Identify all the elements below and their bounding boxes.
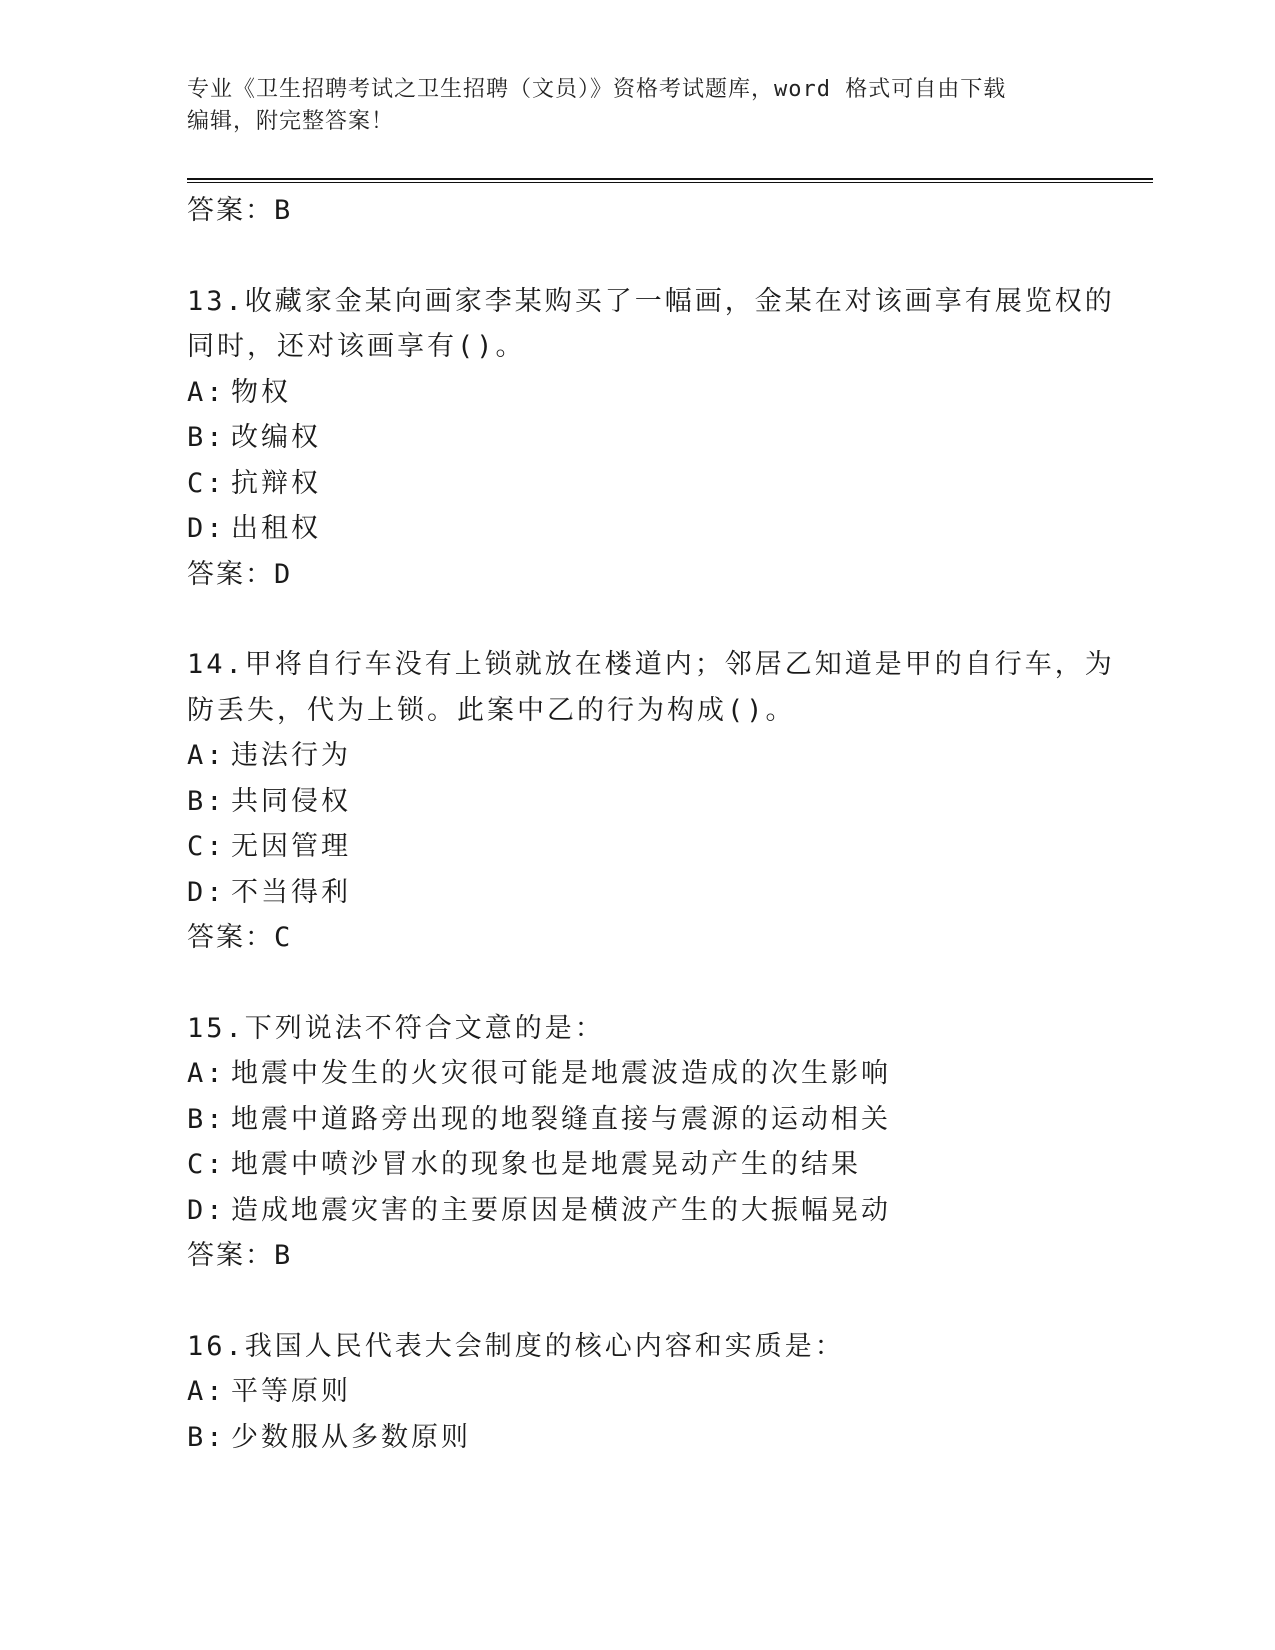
option-key: A: xyxy=(187,740,226,771)
option-text: 出租权 xyxy=(231,513,321,544)
answer-value: C xyxy=(274,922,293,953)
answer-value: B xyxy=(274,1240,293,1271)
question-13 xyxy=(187,279,1153,598)
option-d xyxy=(187,1188,1153,1234)
option-a xyxy=(187,733,1153,779)
header-line-2: 编辑，附完整答案！ xyxy=(187,109,395,134)
answer-label: 答案： xyxy=(187,558,274,590)
option-b xyxy=(187,415,1153,461)
option-c xyxy=(187,1142,1153,1188)
option-key: C: xyxy=(187,831,226,862)
option-key: C: xyxy=(187,1149,226,1180)
spacer xyxy=(187,234,1153,279)
option-text: 无因管理 xyxy=(231,831,351,862)
option-text: 少数服从多数原则 xyxy=(231,1421,471,1453)
option-d xyxy=(187,506,1153,552)
option-text: 不当得利 xyxy=(231,876,351,908)
document-header xyxy=(187,74,1067,138)
question-15 xyxy=(187,1006,1153,1279)
option-text: 地震中喷沙冒水的现象也是地震晃动产生的结果 xyxy=(231,1149,861,1180)
option-text: 平等原则 xyxy=(231,1376,351,1407)
question-16 xyxy=(187,1324,1153,1461)
answer-line xyxy=(187,915,1153,961)
option-text: 物权 xyxy=(231,376,291,408)
option-b xyxy=(187,1097,1153,1143)
option-a xyxy=(187,1369,1153,1415)
option-key: A: xyxy=(187,1058,226,1089)
option-a xyxy=(187,370,1153,416)
spacer xyxy=(187,1279,1153,1324)
option-key: D: xyxy=(187,1194,226,1226)
question-stem: 14.甲将自行车没有上锁就放在楼道内；邻居乙知道是甲的自行车，为 xyxy=(187,649,1115,680)
option-b xyxy=(187,779,1153,825)
answer-value: D xyxy=(274,558,293,590)
question-list xyxy=(187,188,1153,1460)
option-key: D: xyxy=(187,513,226,544)
header-divider xyxy=(187,178,1153,183)
answer-line xyxy=(187,188,1153,234)
option-key: B: xyxy=(187,1421,226,1453)
option-key: B: xyxy=(187,422,226,453)
option-c xyxy=(187,461,1153,507)
option-text: 共同侵权 xyxy=(231,785,351,817)
question-stem: 15.下列说法不符合文意的是： xyxy=(187,1012,605,1044)
option-key: B: xyxy=(187,785,226,817)
header-line-1: 专业《卫生招聘考试之卫生招聘（文员）》资格考试题库，word 格式可自由下载 xyxy=(187,77,1007,102)
answer-line xyxy=(187,552,1153,598)
question-stem-cont: 同时，还对该画享有()。 xyxy=(187,331,526,362)
option-c xyxy=(187,824,1153,870)
option-key: C: xyxy=(187,467,226,499)
option-key: B: xyxy=(187,1103,226,1135)
question-stem: 13.收藏家金某向画家李某购买了一幅画，金某在对该画享有展览权的 xyxy=(187,285,1115,317)
answer-label: 答案： xyxy=(187,1240,274,1271)
option-key: A: xyxy=(187,376,226,408)
question-stem-cont: 防丢失，代为上锁。此案中乙的行为构成()。 xyxy=(187,694,796,726)
option-b xyxy=(187,1415,1153,1461)
spacer xyxy=(187,597,1153,642)
option-text: 改编权 xyxy=(231,422,321,453)
answer-line xyxy=(187,1233,1153,1279)
option-text: 地震中发生的火灾很可能是地震波造成的次生影响 xyxy=(231,1058,891,1089)
answer-value: B xyxy=(274,195,293,226)
option-a xyxy=(187,1051,1153,1097)
question-14 xyxy=(187,642,1153,961)
spacer xyxy=(187,961,1153,1006)
option-key: D: xyxy=(187,876,226,908)
option-text: 违法行为 xyxy=(231,740,351,771)
answer-label: 答案： xyxy=(187,195,274,226)
option-d xyxy=(187,870,1153,916)
option-text: 地震中道路旁出现的地裂缝直接与震源的运动相关 xyxy=(231,1103,891,1135)
question-stem: 16.我国人民代表大会制度的核心内容和实质是： xyxy=(187,1330,845,1362)
option-key: A: xyxy=(187,1376,226,1407)
answer-label: 答案： xyxy=(187,922,274,953)
option-text: 抗辩权 xyxy=(231,467,321,499)
option-text: 造成地震灾害的主要原因是横波产生的大振幅晃动 xyxy=(231,1194,891,1226)
